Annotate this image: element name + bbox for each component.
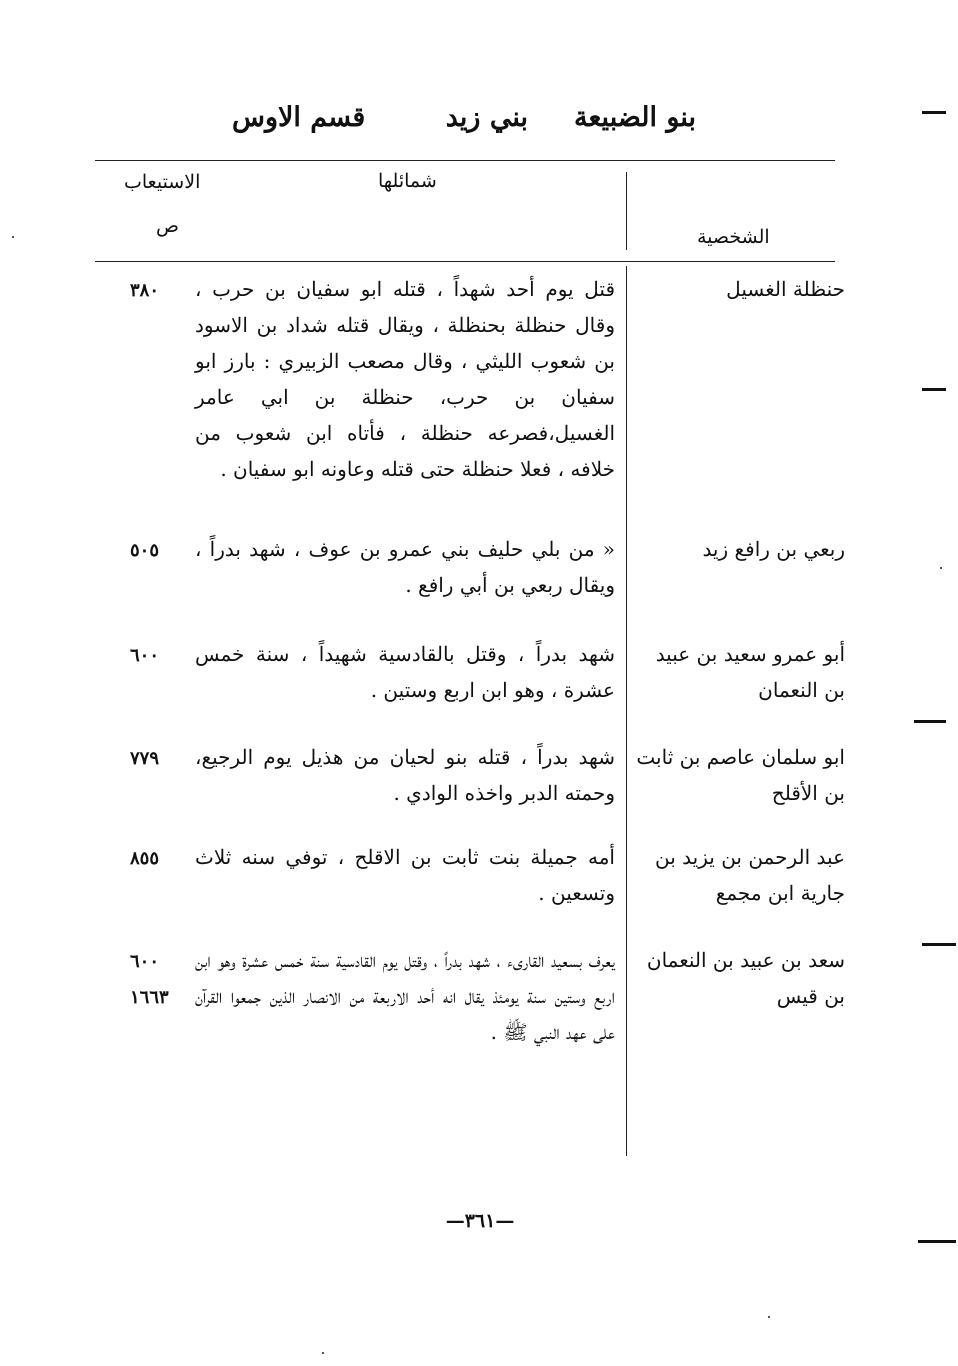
column-header-person: الشخصية xyxy=(697,226,770,248)
scan-speck xyxy=(768,1316,770,1318)
header-tribe-sub: بني زيد xyxy=(445,102,529,133)
row-traits: أمه جميلة بنت ثابت بن الاقلح ، توفي سنه ثلاث وتسعين . xyxy=(195,845,615,905)
row-person: حنظلة الغسيل xyxy=(726,277,845,301)
scan-speck xyxy=(940,567,942,569)
table-header-rule xyxy=(95,261,835,262)
row-page-number: ٦٠٠ xyxy=(130,645,160,666)
row-page-number: ٦٠٠ ١٦٦٣ xyxy=(130,951,169,1008)
page-number: —٣٦١— xyxy=(445,1210,515,1232)
margin-mark xyxy=(922,388,946,391)
row-person: ابو سلمان عاصم بن ثابت بن الأقلح xyxy=(636,745,845,805)
row-traits: « من بلي حليف بني عمرو بن عوف ، شهد بدراً ، ويقال ربعي بن أبي رافع . xyxy=(195,537,615,597)
row-traits: يعرف بسعيد القارىء ، شهد بدراً ، وقتل يوم القادسية سنة خمس عشرة وهو ابن اربع وستين سنة يومئذ يقال انه أحد الاربعة من الانصار الذين جمعوا القرآن على عهد النبي ﷺ . xyxy=(195,948,615,1044)
header-tribe-main: بنو الضبيعة xyxy=(574,102,696,133)
row-page-number: ٣٨٠ xyxy=(130,280,160,301)
row-person: ربعي بن رافع زيد xyxy=(702,537,845,561)
table-row xyxy=(120,942,845,1042)
row-person: عبد الرحمن بن يزيد بن جارية ابن مجمع xyxy=(655,845,845,905)
row-page-number: ٥٠٥ xyxy=(130,540,160,561)
column-divider-header xyxy=(626,172,627,250)
margin-mark xyxy=(922,943,956,946)
margin-mark xyxy=(914,720,946,723)
row-person: سعد بن عبيد بن النعمان بن قيس xyxy=(646,948,845,1008)
header-section-title: قسم الاوس xyxy=(232,102,366,133)
header-tribe xyxy=(446,102,696,133)
margin-mark xyxy=(918,1240,956,1243)
table-row xyxy=(120,839,845,939)
row-traits: شهد بدراً ، قتله بنو لحيان من هذيل يوم الرجيع، وحمته الدبر واخذه الوادي . xyxy=(195,745,615,805)
column-header-traits: شمائلها xyxy=(378,170,437,192)
table-row xyxy=(120,636,845,736)
column-header-source: الاستيعاب xyxy=(124,171,201,193)
table-row xyxy=(120,531,845,631)
row-traits: قتل يوم أحد شهداً ، قتله ابو سفيان بن حرب ، وقال حنظلة بحنظلة ، ويقال قتله شداد بن الاسود بن شعوب الليثي ، وقال مصعب الزبيري : بارز ابو سفيان بن حرب، حنظلة بن ابي عامر الغسيل،فصرعه حنظلة ، فأتاه ابن شعوب من خلافه ، فعلا حنظلة حتى قتله وعاونه ابو سفيان . xyxy=(195,277,615,481)
scan-speck xyxy=(12,236,14,238)
row-person: أبو عمرو سعيد بن عبيد بن النعمان xyxy=(655,642,845,702)
table-row xyxy=(120,739,845,839)
scan-speck xyxy=(322,1352,324,1354)
row-page-number: ٨٥٥ xyxy=(130,848,160,869)
table-row xyxy=(120,271,845,481)
margin-mark xyxy=(922,111,946,114)
column-header-page: ص xyxy=(156,215,179,237)
row-page-number: ٧٧٩ xyxy=(130,748,160,769)
row-traits: شهد بدراً ، وقتل بالقادسية شهيداً ، سنة خمس عشرة ، وهو ابن اربع وستين . xyxy=(195,642,615,702)
table-top-rule xyxy=(95,160,835,161)
